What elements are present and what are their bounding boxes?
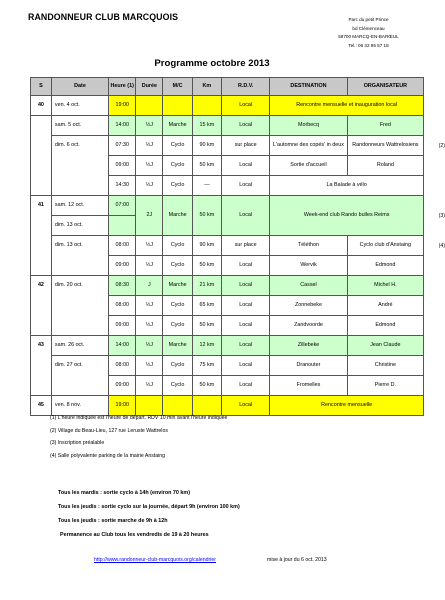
km-cell: 50 km xyxy=(192,156,221,176)
type-cell: Cyclo xyxy=(163,296,192,316)
km-cell: 65 km xyxy=(192,296,221,316)
date-cell: dim. 13 oct. xyxy=(51,216,108,236)
km-cell: 50 km xyxy=(192,256,221,276)
type-cell: Cyclo xyxy=(163,316,192,336)
rdv-cell: Local xyxy=(222,156,270,176)
duration-cell: ½J xyxy=(136,136,163,156)
km-cell: 15 km xyxy=(192,116,221,136)
time-cell: 14:00 xyxy=(109,336,136,356)
col-header: R.D.V. xyxy=(222,78,270,96)
duration-cell xyxy=(136,396,163,416)
footnote: (4) Salle polyvalente parking de la mairie Anstaing xyxy=(50,452,166,459)
km-cell: 50 km xyxy=(192,316,221,336)
duration-cell: ½J xyxy=(136,356,163,376)
table-row xyxy=(31,336,424,356)
time-cell: 19:00 xyxy=(109,96,136,116)
rdv-cell: Local xyxy=(222,316,270,336)
rdv-cell: Local xyxy=(222,196,270,236)
destination-cell: Zillebeke xyxy=(270,336,347,356)
type-cell: Cyclo xyxy=(163,156,192,176)
km-cell: — xyxy=(192,176,221,196)
col-header: Date xyxy=(51,78,108,96)
time-cell: 09:00 xyxy=(109,316,136,336)
km-cell: 21 km xyxy=(192,276,221,296)
rdv-cell: Local xyxy=(222,336,270,356)
organizer-cell: Fred xyxy=(347,116,423,136)
date-cell: ven. 4 oct. xyxy=(51,96,108,116)
rdv-cell: Local xyxy=(222,176,270,196)
type-cell: Cyclo xyxy=(163,256,192,276)
rdv-cell: Local xyxy=(222,276,270,296)
time-cell: 09:00 xyxy=(109,156,136,176)
footnote-ref: (2) xyxy=(438,142,445,149)
col-header: DESTINATION xyxy=(270,78,347,96)
time-cell: 07:30 xyxy=(109,136,136,156)
week-cell: 41 xyxy=(31,196,52,276)
time-cell: 14:00 xyxy=(109,116,136,136)
week-cell: 43 xyxy=(31,336,52,396)
organizer-cell: Edmond xyxy=(347,316,423,336)
type-cell: Cyclo xyxy=(163,236,192,256)
rdv-cell: Local xyxy=(222,376,270,396)
rdv-cell: Local xyxy=(222,396,270,416)
organizer-cell: Edmond xyxy=(347,256,423,276)
col-header: Km xyxy=(192,78,221,96)
type-cell: Marche xyxy=(163,276,192,296)
table-row xyxy=(31,196,424,216)
organizer-cell: Jean Claude xyxy=(347,336,423,356)
destination-cell: Zonnebeke xyxy=(270,296,347,316)
time-cell: 08:00 xyxy=(109,356,136,376)
week-cell: 40 xyxy=(31,96,52,116)
col-header: ORGANISATEUR xyxy=(347,78,423,96)
km-cell: 50 km xyxy=(192,376,221,396)
duration-cell: 2J xyxy=(136,196,163,236)
organizer-text: Cyclo club d'Anstaing xyxy=(359,242,412,249)
col-header: Heure (1) xyxy=(109,78,136,96)
time-cell: 08:00 xyxy=(109,296,136,316)
col-header: M/C xyxy=(163,78,192,96)
header-row xyxy=(31,78,424,96)
type-cell: Cyclo xyxy=(163,136,192,156)
time-cell: 19:00 xyxy=(109,396,136,416)
km-cell: 50 km xyxy=(192,196,221,236)
duration-cell: ½J xyxy=(136,316,163,336)
type-cell: Cyclo xyxy=(163,376,192,396)
destination-cell: Téléthon xyxy=(270,236,347,256)
type-cell: Marche xyxy=(163,116,192,136)
table-row xyxy=(31,396,424,416)
organizer-text: Randonneurs Wattrelosiens xyxy=(352,142,419,149)
destination-cell: Fromelles xyxy=(270,376,347,396)
date-cell: sam. 5 oct. xyxy=(51,116,108,136)
table-row xyxy=(31,96,424,116)
type-cell: Marche xyxy=(163,196,192,236)
recurring-item: Tous les mardis : sortie cyclo à 14h (environ 70 km) xyxy=(58,490,191,496)
type-cell: Cyclo xyxy=(163,356,192,376)
table-row xyxy=(31,116,424,136)
type-cell: Marche xyxy=(163,336,192,356)
col-header: S xyxy=(31,78,52,96)
type-cell xyxy=(163,96,192,116)
rdv-cell: sur place xyxy=(222,136,270,156)
week-cell: 45 xyxy=(31,396,52,416)
rdv-cell: Local xyxy=(222,296,270,316)
km-cell: 90 km xyxy=(192,236,221,256)
event-text: Week-end club Rando bulles Reims xyxy=(303,212,390,219)
organizer-cell xyxy=(347,236,445,256)
recurring-item: Tous les jeudis : sortie marche de 9h à 12h xyxy=(58,518,168,524)
date-cell: dim. 6 oct. xyxy=(51,136,108,196)
address-line: Tel.: 06 32 95 57 18 xyxy=(348,42,389,48)
footnote: (3) Inscription préalable xyxy=(50,440,105,446)
type-cell xyxy=(163,396,192,416)
duration-cell: J xyxy=(136,276,163,296)
time-cell: 08:00 xyxy=(109,236,136,256)
table-row xyxy=(31,136,424,156)
organizer-cell xyxy=(347,136,445,156)
club-name: RANDONNEUR CLUB MARCQUOIS xyxy=(28,12,179,22)
address-line: 59700 MARCQ-EN-BARŒUL xyxy=(338,34,399,39)
week-cell xyxy=(31,116,52,196)
update-date: mise à jour du 6 oct. 2013 xyxy=(267,557,327,563)
duration-cell: ½J xyxy=(136,296,163,316)
table-row xyxy=(31,236,424,256)
duration-cell: ½J xyxy=(136,236,163,256)
time-cell: 09:00 xyxy=(109,256,136,276)
footnotes xyxy=(50,415,227,465)
organizer-cell: Michel H. xyxy=(347,276,423,296)
destination-cell: Wervik xyxy=(270,256,347,276)
time-cell: 14:30 xyxy=(109,176,136,196)
week-cell: 42 xyxy=(31,276,52,336)
footnote-ref: (4) xyxy=(438,242,445,249)
date-cell: sam. 26 oct. xyxy=(51,336,108,356)
duration-cell: ½J xyxy=(136,156,163,176)
destination-cell: Morbecq xyxy=(270,116,347,136)
address-line: bd Clémenceau xyxy=(352,25,385,31)
destination-cell: Dranouter xyxy=(270,356,347,376)
organizer-cell: Christine xyxy=(347,356,423,376)
duration-cell: ½J xyxy=(136,176,163,196)
footnote-ref: (3) xyxy=(438,212,445,219)
km-cell: 75 km xyxy=(192,356,221,376)
duration-cell: ½J xyxy=(136,256,163,276)
km-cell xyxy=(192,396,221,416)
rdv-cell: sur place xyxy=(222,236,270,256)
type-cell: Cyclo xyxy=(163,176,192,196)
footnote: (1) L'heure indiquée est l'heure de départ. RDV 10 min avant l'heure indiquée xyxy=(50,415,228,421)
duration-cell: ½J xyxy=(136,116,163,136)
event-cell: La Balade à vélo xyxy=(270,176,424,196)
footnote: (2) Village du Beau-Lieu, 127 rue Leruste Wattrelos xyxy=(50,427,168,434)
event-cell: Rencontre mensuelle et inauguration local xyxy=(270,96,424,116)
calendar-link[interactable]: http://www.randonneur-club-marcquois.org/calendrier xyxy=(94,557,216,563)
program-title: Programme octobre 2013 xyxy=(154,58,270,69)
schedule-table xyxy=(30,77,445,416)
time-cell: 09:00 xyxy=(109,376,136,396)
duration-cell: ½J xyxy=(136,376,163,396)
destination-cell: L'automne des copés' in deux xyxy=(270,136,347,156)
destination-cell: Zandvoorde xyxy=(270,316,347,336)
time-cell xyxy=(109,216,136,236)
rdv-cell: Local xyxy=(222,96,270,116)
organizer-cell: Roland xyxy=(347,156,423,176)
recurring-item: Tous les jeudis : sortie cyclo sur la journée, départ 9h (environ 100 km) xyxy=(58,504,240,510)
time-cell: 07:00 xyxy=(109,196,136,216)
organizer-cell: André xyxy=(347,296,423,316)
club-address xyxy=(321,16,416,50)
rdv-cell: Local xyxy=(222,256,270,276)
km-cell xyxy=(192,96,221,116)
date-cell: dim. 20 oct. xyxy=(51,276,108,336)
time-cell: 08:30 xyxy=(109,276,136,296)
col-header: Durée xyxy=(136,78,163,96)
date-cell: ven. 8 nov. xyxy=(51,396,108,416)
event-cell xyxy=(270,196,445,236)
km-cell: 90 km xyxy=(192,136,221,156)
address-line: Parc du petit Prince xyxy=(348,17,389,22)
duration-cell: ½J xyxy=(136,336,163,356)
club-hours: Permanence au Club tous les vendredis de 19 à 20 heures xyxy=(60,532,209,538)
date-cell: dim. 27 oct. xyxy=(51,356,108,396)
km-cell: 12 km xyxy=(192,336,221,356)
event-cell: Rencontre mensuelle xyxy=(270,396,424,416)
rdv-cell: Local xyxy=(222,356,270,376)
date-cell: sam. 12 oct. xyxy=(51,196,108,216)
recurring-activities xyxy=(58,490,240,546)
table-row xyxy=(31,356,424,376)
destination-cell: Cassel xyxy=(270,276,347,296)
date-cell: dim. 13 oct. xyxy=(51,236,108,276)
duration-cell xyxy=(136,96,163,116)
organizer-cell: Pierre D. xyxy=(347,376,423,396)
destination-cell: Sortie d'accueil xyxy=(270,156,347,176)
table-row xyxy=(31,276,424,296)
rdv-cell: Local xyxy=(222,116,270,136)
